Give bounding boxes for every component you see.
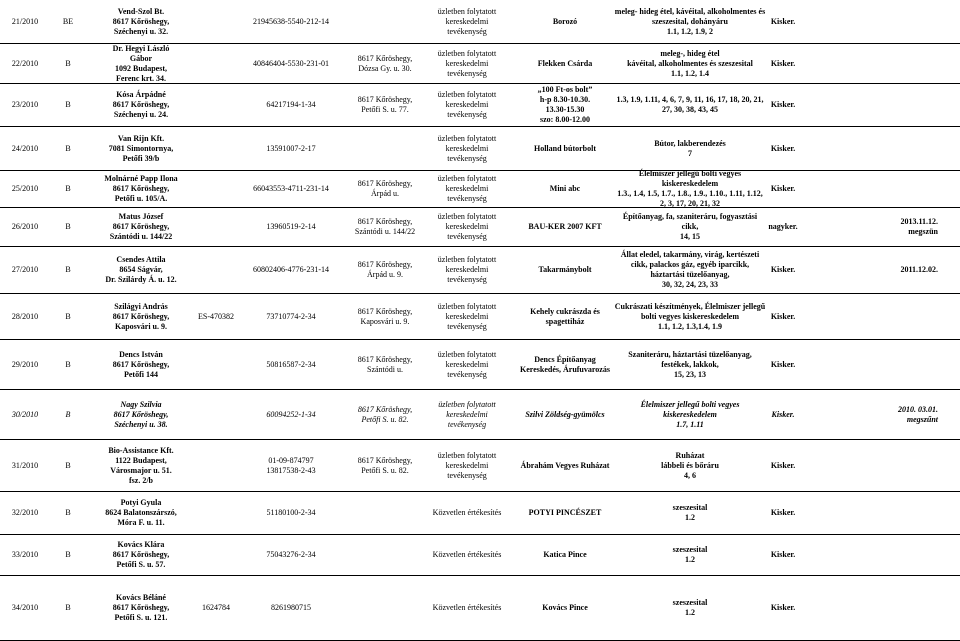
cell-type bbox=[50, 535, 86, 575]
cell-text: 8617 Kőröshegy, Dózsa Gy. u. 30. bbox=[357, 53, 413, 73]
cell-text: 40846404-5530-231-01 bbox=[253, 58, 329, 68]
cell-tax bbox=[236, 535, 346, 575]
cell-activity bbox=[424, 294, 510, 339]
table-row bbox=[0, 390, 960, 440]
cell-goods bbox=[600, 0, 780, 43]
cell-text: 60094252-1-34 bbox=[266, 409, 316, 419]
cell-type bbox=[50, 492, 86, 534]
cell-note bbox=[840, 492, 940, 534]
cell-size bbox=[756, 44, 810, 83]
cell-note bbox=[840, 84, 940, 126]
cell-text: 23/2010 bbox=[11, 100, 39, 109]
cell-activity bbox=[424, 576, 510, 640]
cell-type bbox=[50, 440, 86, 491]
cell-text: Kisker. bbox=[771, 409, 795, 419]
cell-text: B bbox=[65, 143, 71, 153]
cell-tax bbox=[236, 440, 346, 491]
cell-no bbox=[0, 247, 50, 293]
cell-goods bbox=[600, 84, 780, 126]
cell-text: 2010. 03.01. megszűnt bbox=[898, 404, 938, 424]
cell-text: Kisker. bbox=[770, 184, 796, 193]
cell-goods bbox=[600, 44, 780, 83]
cell-size bbox=[756, 171, 810, 207]
cell-text: Szaniteráru, háztartási tüzelőanyag, festékek, lakkok, 15, 23, 13 bbox=[628, 349, 752, 379]
table-row bbox=[0, 0, 960, 44]
cell-text: 29/2010 bbox=[11, 359, 39, 369]
table-row bbox=[0, 576, 960, 641]
cell-text: 51180100-2-34 bbox=[266, 508, 316, 517]
cell-text: Kisker. bbox=[770, 100, 796, 109]
cell-text: Kehely cukrászda és spagettiház bbox=[530, 306, 600, 326]
table-row bbox=[0, 440, 960, 492]
cell-text: 8617 Kőröshegy, Petőfi S. u. 77. bbox=[357, 95, 413, 114]
cell-size bbox=[756, 492, 810, 534]
cell-owner bbox=[86, 492, 196, 534]
cell-activity bbox=[424, 208, 510, 246]
cell-text: üzletben folytatott kereskedelmi tevékenység bbox=[437, 6, 497, 36]
cell-text: üzletben folytatott kereskedelmi tevékenység bbox=[438, 399, 496, 429]
cell-addr bbox=[346, 127, 424, 170]
cell-type bbox=[50, 208, 86, 246]
cell-text: 28/2010 bbox=[11, 311, 39, 321]
cell-text: szeszesital 1.2 bbox=[672, 598, 708, 617]
cell-text: nagyker. bbox=[768, 222, 798, 231]
cell-text: 22/2010 bbox=[11, 58, 39, 68]
cell-tax bbox=[236, 127, 346, 170]
cell-text: üzletben folytatott kereskedelmi tevékenység bbox=[437, 212, 497, 241]
cell-text: üzletben folytatott kereskedelmi tevékenység bbox=[437, 349, 497, 379]
cell-text: Kisker. bbox=[770, 359, 796, 369]
cell-text: B bbox=[65, 184, 71, 193]
cell-text: 34/2010 bbox=[11, 603, 39, 612]
cell-tax bbox=[236, 208, 346, 246]
cell-text: 8261980715 bbox=[271, 603, 311, 612]
cell-text: Bio-Assistance Kft. 1122 Budapest, Városmajor u. 51. fsz. 2/b bbox=[108, 445, 174, 485]
cell-text: Katica Pince bbox=[543, 550, 587, 559]
cell-text: üzletben folytatott kereskedelmi tevékenység bbox=[437, 48, 497, 78]
cell-text: Kisker. bbox=[770, 143, 796, 153]
cell-text: Közvetlen értékesítés bbox=[432, 550, 502, 559]
table-row bbox=[0, 294, 960, 340]
cell-text: 73710774-2-34 bbox=[266, 311, 316, 321]
cell-size bbox=[756, 390, 810, 439]
cell-text: 21/2010 bbox=[11, 16, 39, 26]
table-row bbox=[0, 127, 960, 171]
cell-owner bbox=[86, 535, 196, 575]
cell-owner bbox=[86, 84, 196, 126]
cell-no bbox=[0, 44, 50, 83]
cell-text: 66043553-4711-231-14 bbox=[253, 184, 329, 193]
cell-text: Élelmiszer jellegű bolti vegyes kiskereskedelem 1.7, 1.11 bbox=[640, 399, 740, 429]
cell-tax bbox=[236, 44, 346, 83]
cell-owner bbox=[86, 340, 196, 389]
cell-goods bbox=[600, 171, 780, 207]
cell-tax bbox=[236, 247, 346, 293]
cell-owner bbox=[86, 294, 196, 339]
cell-activity bbox=[424, 535, 510, 575]
cell-text: Mini abc bbox=[549, 184, 581, 193]
cell-type bbox=[50, 0, 86, 43]
table-row bbox=[0, 208, 960, 247]
cell-text: 25/2010 bbox=[11, 184, 39, 193]
cell-text: ES-470382 bbox=[198, 311, 234, 321]
cell-reg bbox=[196, 340, 236, 389]
cell-type bbox=[50, 171, 86, 207]
cell-text: B bbox=[65, 409, 71, 419]
table-row bbox=[0, 171, 960, 208]
cell-no bbox=[0, 208, 50, 246]
cell-text: Közvetlen értékesítés bbox=[432, 508, 502, 517]
cell-text: 8617 Kőröshegy, Petőfi S. u. 82. bbox=[357, 455, 413, 475]
cell-text: szeszesital 1.2 bbox=[672, 545, 708, 564]
cell-text: Dencs Építőanyag Kereskedés, Árufuvarozás bbox=[520, 354, 610, 374]
cell-addr bbox=[346, 535, 424, 575]
cell-tax bbox=[236, 0, 346, 43]
cell-addr bbox=[346, 340, 424, 389]
cell-text: Dencs István 8617 Kőröshegy, Petőfi 144 bbox=[112, 349, 170, 379]
cell-text: 2013.11.12. megszün bbox=[900, 217, 938, 236]
cell-reg bbox=[196, 44, 236, 83]
cell-text: üzletben folytatott kereskedelmi tevékenység bbox=[437, 90, 497, 119]
cell-reg bbox=[196, 208, 236, 246]
cell-no bbox=[0, 576, 50, 640]
cell-text: Kisker. bbox=[770, 16, 796, 26]
cell-note bbox=[840, 390, 940, 439]
table-row bbox=[0, 247, 960, 294]
cell-note bbox=[840, 44, 940, 83]
cell-reg bbox=[196, 247, 236, 293]
cell-activity bbox=[424, 171, 510, 207]
cell-text: 13960519-2-14 bbox=[266, 222, 316, 231]
cell-no bbox=[0, 0, 50, 43]
cell-text: Holland bútorbolt bbox=[533, 143, 596, 153]
cell-type bbox=[50, 294, 86, 339]
cell-reg bbox=[196, 535, 236, 575]
cell-no bbox=[0, 84, 50, 126]
cell-no bbox=[0, 492, 50, 534]
cell-size bbox=[756, 247, 810, 293]
cell-reg bbox=[196, 492, 236, 534]
cell-addr bbox=[346, 576, 424, 640]
cell-addr bbox=[346, 84, 424, 126]
cell-text: Nagy Szilvia 8617 Kőröshegy, Széchenyi u. 38. bbox=[113, 399, 169, 429]
cell-text: Építőanyag, fa, szaniteráru, fogyasztási cikk, 14, 15 bbox=[622, 212, 758, 241]
cell-reg bbox=[196, 440, 236, 491]
cell-text: 8617 Kőröshegy, Szántódi u. 144/22 bbox=[354, 217, 416, 236]
cell-goods bbox=[600, 247, 780, 293]
cell-text: Szilvi Zöldség-gyümölcs bbox=[525, 409, 605, 419]
cell-activity bbox=[424, 127, 510, 170]
cell-type bbox=[50, 127, 86, 170]
cell-text: szeszesital 1.2 bbox=[672, 503, 708, 522]
cell-text: 50816587-2-34 bbox=[266, 359, 316, 369]
cell-text: 32/2010 bbox=[11, 508, 39, 517]
cell-size bbox=[756, 127, 810, 170]
cell-owner bbox=[86, 0, 196, 43]
cell-text: Közvetlen értékesítés bbox=[432, 603, 502, 612]
cell-text: Potyi Gyula 8624 Balatonszárszó, Móra F. u. 11. bbox=[105, 498, 177, 527]
cell-text: üzletben folytatott kereskedelmi tevékenység bbox=[437, 174, 497, 203]
cell-text: B bbox=[65, 603, 71, 612]
cell-text: üzletben folytatott kereskedelmi tevékenység bbox=[437, 255, 497, 284]
cell-no bbox=[0, 390, 50, 439]
cell-reg bbox=[196, 390, 236, 439]
cell-text: Kisker. bbox=[770, 550, 796, 559]
cell-text: 13591007-2-17 bbox=[266, 143, 316, 153]
cell-owner bbox=[86, 44, 196, 83]
cell-text: B bbox=[65, 311, 71, 321]
cell-text: Kovács Pince bbox=[542, 603, 588, 612]
cell-addr bbox=[346, 44, 424, 83]
cell-no bbox=[0, 127, 50, 170]
cell-activity bbox=[424, 44, 510, 83]
cell-text: üzletben folytatott kereskedelmi tevékenység bbox=[437, 450, 497, 480]
cell-size bbox=[756, 576, 810, 640]
cell-reg bbox=[196, 576, 236, 640]
cell-addr bbox=[346, 208, 424, 246]
cell-goods bbox=[600, 294, 780, 339]
cell-goods bbox=[600, 390, 780, 439]
cell-note bbox=[840, 208, 940, 246]
cell-tax bbox=[236, 576, 346, 640]
cell-owner bbox=[86, 208, 196, 246]
cell-size bbox=[756, 440, 810, 491]
cell-size bbox=[756, 0, 810, 43]
cell-text: B bbox=[65, 58, 71, 68]
cell-note bbox=[840, 440, 940, 491]
cell-addr bbox=[346, 294, 424, 339]
cell-text: B bbox=[65, 359, 71, 369]
cell-text: Állat eledel, takarmány, virág, kertészeti cikk, palackos gáz, egyéb iparcikk, háztartási tüzelőanyag, 30, 32, 24, 23, 33 bbox=[620, 250, 760, 289]
cell-text: Kisker. bbox=[770, 460, 796, 470]
cell-text: 64217194-1-34 bbox=[266, 100, 316, 109]
cell-text: B bbox=[65, 508, 71, 517]
cell-text: 31/2010 bbox=[11, 460, 39, 470]
cell-activity bbox=[424, 0, 510, 43]
cell-goods bbox=[600, 127, 780, 170]
cell-tax bbox=[236, 390, 346, 439]
cell-goods bbox=[600, 208, 780, 246]
cell-reg bbox=[196, 127, 236, 170]
cell-note bbox=[840, 127, 940, 170]
cell-tax bbox=[236, 171, 346, 207]
cell-text: üzletben folytatott kereskedelmi tevékenység bbox=[437, 133, 497, 163]
cell-goods bbox=[600, 440, 780, 491]
cell-size bbox=[756, 208, 810, 246]
cell-text: 8617 Kőröshegy, Árpád u. 9. bbox=[357, 260, 413, 279]
cell-reg bbox=[196, 0, 236, 43]
cell-type bbox=[50, 390, 86, 439]
cell-text: Bútor, lakberendezés 7 bbox=[654, 138, 726, 158]
cell-text: Van Rijn Kft. 7081 Simontornya, Petőfi 39/b bbox=[108, 133, 174, 163]
cell-text: BE bbox=[62, 16, 74, 26]
cell-addr bbox=[346, 440, 424, 491]
cell-reg bbox=[196, 84, 236, 126]
cell-text: Takarmánybolt bbox=[538, 265, 592, 274]
cell-text: 26/2010 bbox=[11, 222, 39, 231]
cell-text: 30/2010 bbox=[11, 409, 39, 419]
cell-text: Dr. Hegyi László Gábor 1092 Budapest, Ferenc krt. 34. bbox=[112, 43, 170, 83]
cell-text: Ábrahám Vegyes Ruházat bbox=[520, 460, 610, 470]
cell-text: 8617 Kőröshegy, Szántódi u. bbox=[357, 354, 413, 374]
cell-text: B bbox=[65, 100, 71, 109]
cell-text: 8617 Kőröshegy, Kaposvári u. 9. bbox=[357, 306, 413, 326]
cell-goods bbox=[600, 535, 780, 575]
cell-no bbox=[0, 535, 50, 575]
cell-owner bbox=[86, 440, 196, 491]
cell-addr bbox=[346, 390, 424, 439]
cell-text: Szilágyi András 8617 Kőröshegy, Kaposvári u. 9. bbox=[112, 301, 170, 331]
cell-tax bbox=[236, 492, 346, 534]
cell-text: Kovács Béláné 8617 Kőröshegy, Petőfi S. u. 121. bbox=[112, 593, 170, 622]
cell-text: Kovács Klára 8617 Kőröshegy, Petőfi S. u. 57. bbox=[112, 540, 170, 569]
cell-tax bbox=[236, 340, 346, 389]
cell-text: 1624784 bbox=[202, 603, 230, 612]
cell-type bbox=[50, 44, 86, 83]
cell-tax bbox=[236, 294, 346, 339]
cell-text: Matus József 8617 Kőröshegy, Szántódi u. 144/22 bbox=[109, 212, 173, 241]
cell-type bbox=[50, 340, 86, 389]
cell-owner bbox=[86, 127, 196, 170]
cell-tax bbox=[236, 84, 346, 126]
cell-text: 75043276-2-34 bbox=[266, 550, 316, 559]
cell-addr bbox=[346, 0, 424, 43]
cell-text: „100 Ft-os bolt” h-p 8.30-10.30. 13.30-15.30 szo: 8.00-12.00 bbox=[537, 85, 593, 124]
cell-owner bbox=[86, 576, 196, 640]
cell-text: 8617 Kőröshegy, Árpád u. bbox=[357, 179, 413, 198]
cell-addr bbox=[346, 492, 424, 534]
cell-goods bbox=[600, 340, 780, 389]
cell-no bbox=[0, 294, 50, 339]
cell-text: B bbox=[65, 265, 71, 274]
cell-text: 2011.12.02. bbox=[900, 265, 938, 274]
cell-owner bbox=[86, 390, 196, 439]
cell-note bbox=[840, 247, 940, 293]
cell-note bbox=[840, 0, 940, 43]
cell-note bbox=[840, 294, 940, 339]
cell-no bbox=[0, 340, 50, 389]
cell-text: B bbox=[65, 222, 71, 231]
cell-text: Cukrászati készítmények, Élelmiszer jellegű bolti vegyes kiskereskedelem 1.1, 1.2, 1.3,1.4, 1.9 bbox=[614, 301, 766, 331]
cell-text: B bbox=[65, 460, 71, 470]
cell-type bbox=[50, 84, 86, 126]
cell-size bbox=[756, 84, 810, 126]
cell-owner bbox=[86, 171, 196, 207]
cell-text: 21945638-5540-212-14 bbox=[253, 16, 329, 26]
cell-goods bbox=[600, 576, 780, 640]
cell-reg bbox=[196, 294, 236, 339]
cell-note bbox=[840, 576, 940, 640]
cell-note bbox=[840, 340, 940, 389]
cell-text: Molnárné Papp Ilona 8617 Kőröshegy, Petőfi u. 105/A. bbox=[104, 174, 178, 203]
cell-activity bbox=[424, 247, 510, 293]
cell-text: Kisker. bbox=[770, 265, 796, 274]
cell-addr bbox=[346, 247, 424, 293]
cell-text: Borozó bbox=[552, 16, 578, 26]
cell-addr bbox=[346, 171, 424, 207]
cell-text: meleg- hideg étel, kávéital, alkoholmentes és szeszesital, dohányáru 1.1, 1.2, 1.9, 2 bbox=[614, 6, 766, 36]
cell-text: 60802406-4776-231-14 bbox=[253, 265, 329, 274]
cell-activity bbox=[424, 492, 510, 534]
table-row bbox=[0, 84, 960, 127]
cell-activity bbox=[424, 340, 510, 389]
cell-activity bbox=[424, 390, 510, 439]
cell-size bbox=[756, 294, 810, 339]
cell-text: Flekken Csárda bbox=[537, 58, 593, 68]
cell-text: Kósa Árpádné 8617 Kőröshegy, Széchenyi u. 24. bbox=[112, 90, 170, 119]
cell-text: Vend-Szol Bt. 8617 Kőröshegy, Széchenyi u. 32. bbox=[112, 6, 170, 36]
cell-text: BAU-KER 2007 KFT bbox=[528, 222, 602, 231]
cell-text: 1.3, 1.9, 1.11, 4, 6, 7, 9, 11, 16, 17, 18, 20, 21, 27, 30, 38, 43, 45 bbox=[616, 95, 764, 114]
cell-text: Kisker. bbox=[770, 508, 796, 517]
cell-text: meleg-, hideg étel kávéital, alkoholmentes és szeszesital 1.1, 1.2, 1.4 bbox=[627, 48, 753, 78]
cell-size bbox=[756, 340, 810, 389]
cell-text: 01-09-874797 13817538-2-43 bbox=[266, 455, 316, 475]
cell-no bbox=[0, 171, 50, 207]
cell-no bbox=[0, 440, 50, 491]
cell-activity bbox=[424, 84, 510, 126]
cell-text: POTYI PINCÉSZET bbox=[528, 508, 602, 517]
cell-text: Kisker. bbox=[770, 311, 796, 321]
cell-note bbox=[840, 171, 940, 207]
table-row bbox=[0, 492, 960, 535]
cell-note bbox=[840, 535, 940, 575]
cell-text: Ruházat lábbeli és bőráru 4, 6 bbox=[661, 450, 719, 480]
cell-text: Csendes Attila 8654 Ságvár, Dr. Szilárdy Á. u. 12. bbox=[105, 255, 177, 284]
cell-type bbox=[50, 576, 86, 640]
cell-text: B bbox=[65, 550, 71, 559]
cell-text: üzletben folytatott kereskedelmi tevékenység bbox=[437, 301, 497, 331]
cell-type bbox=[50, 247, 86, 293]
cell-text: Kisker. bbox=[770, 58, 796, 68]
cell-text: 33/2010 bbox=[11, 550, 39, 559]
table-row bbox=[0, 44, 960, 84]
cell-text: Kisker. bbox=[770, 603, 796, 612]
table-row bbox=[0, 535, 960, 576]
cell-text: 24/2010 bbox=[11, 143, 39, 153]
cell-size bbox=[756, 535, 810, 575]
cell-owner bbox=[86, 247, 196, 293]
cell-text: 27/2010 bbox=[11, 265, 39, 274]
cell-activity bbox=[424, 440, 510, 491]
cell-goods bbox=[600, 492, 780, 534]
cell-reg bbox=[196, 171, 236, 207]
cell-text: Élelmiszer jellegű bolti vegyes kiskereskedelem 1.3., 1.4, 1.5, 1.7., 1.8., 1.9., 1.10., 1.11, 1.12, 2, 3, 17, 20, 21, 32 bbox=[617, 169, 763, 208]
cell-text: 8617 Kőröshegy, Petőfi S. u. 82. bbox=[357, 404, 413, 424]
table-row bbox=[0, 340, 960, 390]
